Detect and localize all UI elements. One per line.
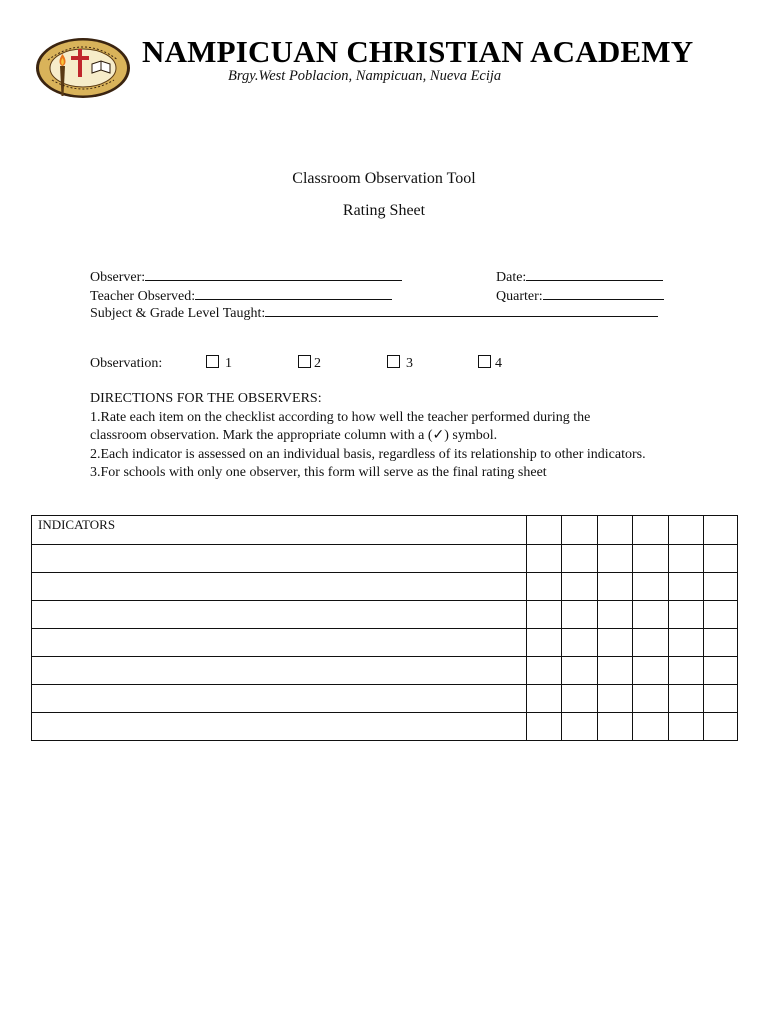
rating-cell[interactable]: [633, 685, 669, 713]
date-label: Date:: [496, 270, 527, 285]
rating-cell[interactable]: [598, 601, 633, 629]
rating-cell[interactable]: [669, 629, 704, 657]
rating-table: [31, 515, 738, 741]
rating-cell[interactable]: [704, 545, 738, 573]
subject-grade-label: Subject & Grade Level Taught:: [90, 306, 266, 321]
rating-cell[interactable]: [633, 516, 669, 545]
observation-option-3[interactable]: [387, 355, 413, 372]
checkbox-icon[interactable]: [206, 355, 219, 368]
rating-cell[interactable]: [598, 685, 633, 713]
direction-item-1: 1.Rate each item on the checklist according to how well the teacher performed during the classroom observation. Mark the appropriate column with a (✓) symbol.: [90, 409, 591, 443]
table-row: [32, 573, 738, 601]
indicator-cell[interactable]: [32, 573, 527, 601]
observer-field[interactable]: [90, 267, 402, 286]
rating-cell[interactable]: [527, 629, 562, 657]
rating-cell[interactable]: [527, 685, 562, 713]
rating-cell[interactable]: [704, 657, 738, 685]
quarter-label: Quarter:: [496, 289, 543, 304]
rating-cell[interactable]: [527, 516, 562, 545]
rating-cell[interactable]: [704, 629, 738, 657]
school-logo: [34, 36, 132, 100]
indicator-cell[interactable]: [32, 601, 527, 629]
rating-cell[interactable]: [598, 545, 633, 573]
rating-cell[interactable]: [704, 516, 738, 545]
rating-cell[interactable]: [562, 657, 598, 685]
document-subtitle: Rating Sheet: [342, 202, 426, 219]
directions-section: [90, 390, 650, 483]
rating-cell[interactable]: [598, 573, 633, 601]
observation-option-label: 2: [314, 356, 321, 371]
rating-cell[interactable]: [598, 657, 633, 685]
table-row: [32, 601, 738, 629]
table-row: [32, 629, 738, 657]
rating-cell[interactable]: [598, 516, 633, 545]
table-row: [32, 685, 738, 713]
rating-cell[interactable]: [527, 601, 562, 629]
rating-cell[interactable]: [704, 713, 738, 741]
school-address: Brgy.West Poblacion, Nampicuan, Nueva Ecija: [228, 68, 502, 84]
quarter-line[interactable]: [543, 286, 664, 300]
rating-cell[interactable]: [633, 657, 669, 685]
table-header-row: [32, 516, 738, 545]
rating-cell[interactable]: [633, 713, 669, 741]
school-name: NAMPICUAN CHRISTIAN ACADEMY: [142, 34, 694, 69]
rating-cell[interactable]: [669, 601, 704, 629]
rating-cell[interactable]: [669, 685, 704, 713]
rating-cell[interactable]: [669, 516, 704, 545]
indicator-cell[interactable]: [32, 629, 527, 657]
observation-option-label: 3: [406, 356, 413, 371]
observation-option-4[interactable]: [478, 355, 502, 372]
directions-heading: DIRECTIONS FOR THE OBSERVERS:: [90, 391, 322, 406]
rating-cell[interactable]: [527, 657, 562, 685]
rating-cell[interactable]: [633, 601, 669, 629]
rating-cell[interactable]: [562, 516, 598, 545]
rating-cell[interactable]: [669, 545, 704, 573]
document-title: Classroom Observation Tool: [292, 170, 476, 187]
rating-cell[interactable]: [562, 713, 598, 741]
checkbox-icon[interactable]: [298, 355, 311, 368]
indicators-header: INDICATORS: [32, 516, 527, 545]
indicator-cell[interactable]: [32, 545, 527, 573]
teacher-observed-label: Teacher Observed:: [90, 289, 196, 304]
observation-label: Observation:: [90, 356, 163, 371]
observation-option-1[interactable]: [206, 355, 232, 372]
date-field[interactable]: [496, 267, 663, 286]
date-line[interactable]: [526, 267, 663, 281]
rating-cell[interactable]: [704, 685, 738, 713]
table-row: [32, 713, 738, 741]
checkbox-icon[interactable]: [478, 355, 491, 368]
indicator-cell[interactable]: [32, 685, 527, 713]
rating-cell[interactable]: [527, 573, 562, 601]
rating-cell[interactable]: [633, 545, 669, 573]
observer-line[interactable]: [145, 267, 402, 281]
rating-cell[interactable]: [633, 629, 669, 657]
rating-cell[interactable]: [633, 573, 669, 601]
indicator-cell[interactable]: [32, 657, 527, 685]
subject-grade-field[interactable]: [90, 303, 658, 322]
rating-cell[interactable]: [527, 713, 562, 741]
rating-cell[interactable]: [598, 629, 633, 657]
rating-cell[interactable]: [669, 573, 704, 601]
direction-item-3: 3.For schools with only one observer, this form will serve as the final rating sheet: [90, 465, 547, 480]
rating-cell[interactable]: [669, 657, 704, 685]
rating-cell[interactable]: [527, 545, 562, 573]
rating-cell[interactable]: [704, 573, 738, 601]
table-row: [32, 545, 738, 573]
observation-option-label: 4: [495, 356, 502, 371]
table-row: [32, 657, 738, 685]
teacher-observed-line[interactable]: [195, 286, 392, 300]
direction-item-2: 2.Each indicator is assessed on an individual basis, regardless of its relationship to other indicators.: [90, 446, 646, 462]
rating-cell[interactable]: [704, 601, 738, 629]
rating-cell[interactable]: [598, 713, 633, 741]
rating-cell[interactable]: [562, 629, 598, 657]
rating-cell[interactable]: [562, 573, 598, 601]
rating-cell[interactable]: [562, 685, 598, 713]
observer-label: Observer:: [90, 270, 146, 285]
rating-cell[interactable]: [562, 601, 598, 629]
indicator-cell[interactable]: [32, 713, 527, 741]
checkbox-icon[interactable]: [387, 355, 400, 368]
rating-cell[interactable]: [562, 545, 598, 573]
observation-option-label: 1: [225, 356, 232, 371]
subject-grade-line[interactable]: [265, 303, 658, 317]
observation-option-2[interactable]: [298, 355, 321, 372]
rating-cell[interactable]: [669, 713, 704, 741]
